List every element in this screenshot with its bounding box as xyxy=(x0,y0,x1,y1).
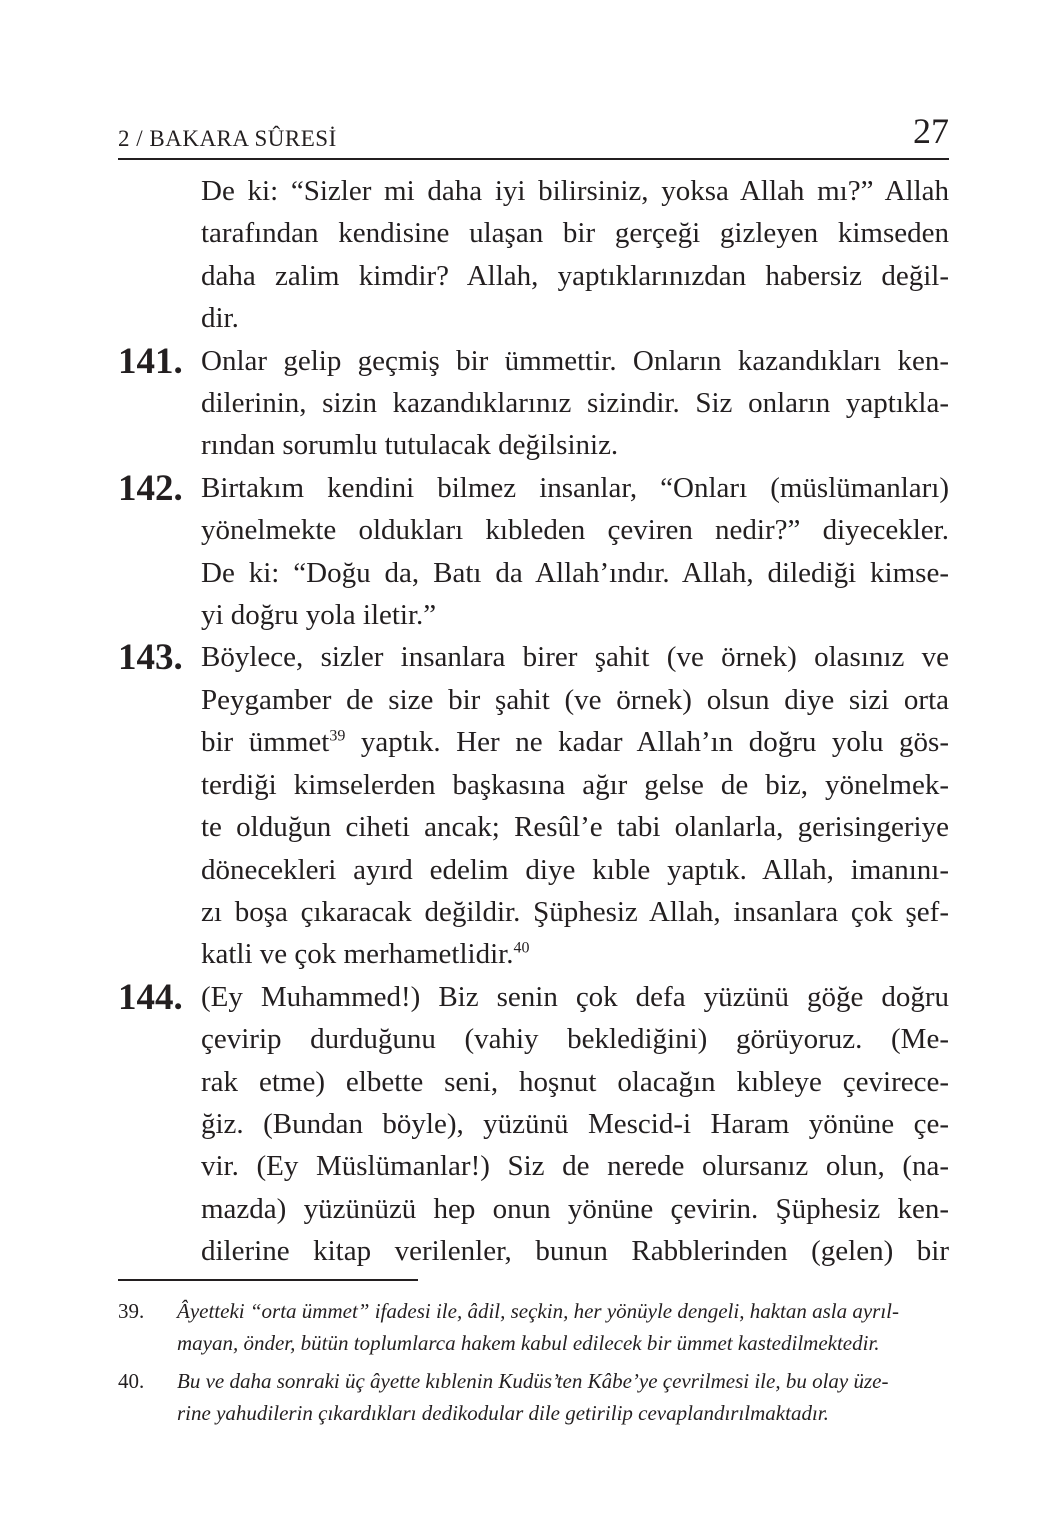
verse-143 xyxy=(118,636,949,975)
text-line: De ki: “Doğu da, Batı da Allah’ındır. Allah, dilediği kimse- xyxy=(201,556,949,589)
text-line: vir. (Ey Müslümanlar!) Siz de nerede olursanız olun, (na- xyxy=(201,1150,949,1183)
text-line: Birtakım kendini bilmez insanlar, “Onları (müslümanları) xyxy=(201,471,949,504)
text-line: dilerinin, sizin kazandıklarınız sizindir. Siz onların yaptıkla- xyxy=(201,387,949,420)
text-line: dilerine kitap verilenler, bunun Rabblerinden (gelen) bir xyxy=(201,1235,949,1268)
footnote-number: 40. xyxy=(118,1369,145,1393)
text-fragment: bir ümmet xyxy=(201,726,330,759)
text-line: rak etme) elbette seni, hoşnut olacağın kıbleye çevirece- xyxy=(201,1065,949,1098)
running-header xyxy=(118,112,949,160)
verse-number xyxy=(118,170,201,171)
text-line: Bu ve daha sonraki üç âyette kıblenin Kudüs’ten Kâbe’ye çevrilmesi ile, bu olay üze- xyxy=(177,1369,889,1393)
text-line: zı boşa çıkaracak değildir. Şüphesiz Allah, insanlara çok şef- xyxy=(201,895,949,928)
verse-number: 141. xyxy=(118,340,183,382)
verse-number: 144. xyxy=(118,976,183,1018)
text-line: yönelmekte oldukları kıbleden çeviren nedir?” diyecekler. xyxy=(201,514,949,547)
text-line: De ki: “Sizler mi daha iyi bilirsiniz, yoksa Allah mı?” Allah xyxy=(201,175,949,207)
text-line: Peygamber de size bir şahit (ve örnek) olsun diye sizi orta xyxy=(201,683,949,716)
text-line: mayan, önder, bütün toplumlarca hakem kabul edilecek bir ümmet kastedilmektedir. xyxy=(177,1331,880,1355)
verse-142 xyxy=(118,467,949,637)
verse-continuation xyxy=(118,170,949,340)
footnote-39 xyxy=(118,1295,949,1359)
text-fragment: katli ve çok merhametlidir. xyxy=(201,938,514,971)
text-line: yi doğru yola iletir.” xyxy=(201,599,437,632)
verse-number: 143. xyxy=(118,637,183,679)
text-line: dir. xyxy=(201,302,239,335)
text-fragment: yaptık. Her ne kadar Allah’ın doğru yolu gös- xyxy=(345,726,949,759)
chapter-title: 2 / BAKARA SÛRESİ xyxy=(118,126,337,151)
verse-number: 142. xyxy=(118,467,183,509)
text-line: rine yahudilerin çıkardıkları dedikodular dile getirilip cevaplandırılmaktadır. xyxy=(177,1401,829,1425)
text-line: rından sorumlu tutulacak değilsiniz. xyxy=(201,429,619,462)
verse-text xyxy=(201,340,949,467)
verse-list xyxy=(118,170,949,1273)
footnote-ref-39[interactable]: 39 xyxy=(329,727,346,745)
text-line: mazda) yüzünüzü hep onun yönüne çevirin. Şüphesiz ken- xyxy=(201,1192,949,1225)
verse-text xyxy=(201,170,949,340)
text-line: tarafından kendisine ulaşan bir gerçeği gizleyen kimseden xyxy=(201,217,949,250)
footnote-divider xyxy=(118,1279,418,1281)
verse-text xyxy=(201,976,949,1273)
verse-141 xyxy=(118,340,949,467)
text-line: daha zalim kimdir? Allah, yaptıklarınızdan habersiz değil- xyxy=(201,259,949,292)
text-line xyxy=(201,933,949,975)
footnote-40 xyxy=(118,1365,949,1429)
verse-text xyxy=(201,467,949,637)
footnote-number: 39. xyxy=(118,1299,145,1323)
footnote-ref-40[interactable]: 40 xyxy=(513,939,530,957)
text-line: ğiz. (Bundan böyle), yüzünü Mescid-i Haram yönüne çe- xyxy=(201,1107,949,1140)
text-line: (Ey Muhammed!) Biz senin çok defa yüzünü göğe doğru xyxy=(201,980,949,1013)
text-line: Âyetteki “orta ümmet” ifadesi ile, âdil, seçkin, her yönüyle dengeli, haktan asla ayrıl- xyxy=(177,1299,900,1323)
text-line: terdiği kimselerden başkasına ağır gelse de biz, yönelmek- xyxy=(201,768,949,801)
verse-text xyxy=(201,636,949,975)
verse-144 xyxy=(118,976,949,1273)
text-line: dönecekleri ayırd edelim diye kıble yaptık. Allah, imanını- xyxy=(201,853,949,886)
text-line: Böylece, sizler insanlara birer şahit (ve örnek) olasınız ve xyxy=(201,641,949,674)
text-line xyxy=(201,721,949,763)
text-line: çevirip durduğunu (vahiy beklediğini) görüyoruz. (Me- xyxy=(201,1023,949,1056)
page-number: 27 xyxy=(913,111,949,151)
text-line: te olduğun ciheti ancak; Resûl’e tabi olanlarla, gerisingeriye xyxy=(201,811,949,844)
text-line: Onlar gelip geçmiş bir ümmettir. Onların kazandıkları ken- xyxy=(201,344,949,377)
footnotes xyxy=(118,1295,949,1435)
footnote-text xyxy=(177,1295,899,1359)
footnote-text xyxy=(177,1365,888,1429)
